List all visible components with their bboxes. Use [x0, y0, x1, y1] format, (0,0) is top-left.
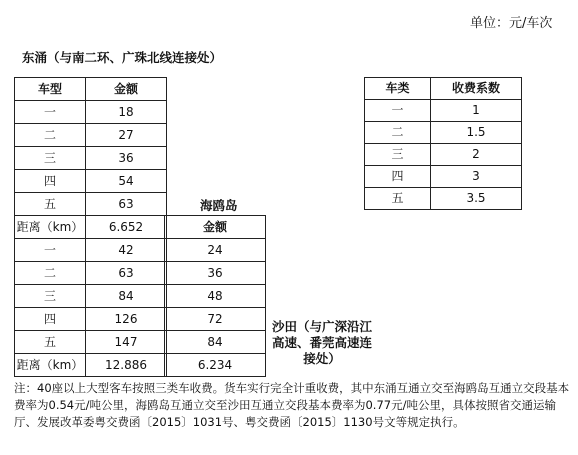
cell-coefficient: 3.5: [431, 188, 522, 210]
cell-type: 二: [15, 124, 86, 147]
shatian-label: 沙田（与广深沿江高速、番莞高速连接处）: [271, 319, 372, 366]
cell-amount: 84: [165, 331, 266, 354]
table-row: [15, 124, 167, 147]
table-header-row: [165, 216, 266, 239]
unit-label: 单位：元/车次: [470, 16, 553, 31]
table-row: [365, 188, 522, 210]
cell-amount: 147: [86, 331, 167, 354]
table-row: [365, 122, 522, 144]
footnote: 注：40座以上大型客车按照三类车收费。货车实行完全计重收费，其中东涌互通立交至海鸥岛互通立交段基本费率为0.54元/吨公里，海鸥岛互通立交至沙田互通立交段基本费率为0.77元/吨公里，具体按照省交通运输厅、发展改革委粤交费函〔2015〕1031号、粤交费函〔2015〕1130号文等规定执行。: [14, 381, 570, 429]
cell-type: 三: [15, 147, 86, 170]
cell-amount: 6.234: [165, 354, 266, 377]
table-row: [165, 262, 266, 285]
coefficient-table: [364, 77, 522, 210]
table-row: [15, 193, 167, 216]
table-row: [365, 144, 522, 166]
cell-amount: 42: [86, 239, 167, 262]
table-row: [165, 285, 266, 308]
cell-type: 一: [15, 101, 86, 124]
header-amount: 金额: [86, 78, 167, 101]
cell-type: 距离（km）: [15, 354, 86, 377]
table-row: [15, 147, 167, 170]
cell-amount: 54: [86, 170, 167, 193]
cell-amount: 27: [86, 124, 167, 147]
cell-amount: 84: [86, 285, 167, 308]
table-header-row: [365, 78, 522, 100]
cell-class: 三: [365, 144, 431, 166]
cell-amount: 12.886: [86, 354, 167, 377]
cell-amount: 6.652: [86, 216, 167, 239]
cell-type: 距离（km）: [15, 216, 86, 239]
cell-class: 五: [365, 188, 431, 210]
table-row: [15, 239, 167, 262]
cell-type: 三: [15, 285, 86, 308]
cell-amount: 63: [86, 193, 167, 216]
haiou-table: [164, 215, 266, 377]
haiou-title: 海鸥岛: [200, 198, 238, 213]
cell-class: 四: [365, 166, 431, 188]
cell-amount: 72: [165, 308, 266, 331]
table-row: [15, 331, 167, 354]
table-row: [365, 166, 522, 188]
table-row: [15, 170, 167, 193]
cell-amount: 24: [165, 239, 266, 262]
table-row: [15, 354, 167, 377]
table-row: [165, 354, 266, 377]
cell-coefficient: 1: [431, 100, 522, 122]
cell-amount: 36: [165, 262, 266, 285]
cell-class: 二: [365, 122, 431, 144]
cell-type: 二: [15, 262, 86, 285]
cell-amount: 126: [86, 308, 167, 331]
table-row: [165, 308, 266, 331]
table-row: [165, 239, 266, 262]
cell-coefficient: 1.5: [431, 122, 522, 144]
table-row: [365, 100, 522, 122]
dongyong-table: [14, 77, 167, 377]
cell-type: 一: [15, 239, 86, 262]
table-header-row: [15, 78, 167, 101]
header-fee-coefficient: 收费系数: [431, 78, 522, 100]
header-amount: 金额: [165, 216, 266, 239]
cell-type: 四: [15, 308, 86, 331]
dongyong-title: 东涌（与南二环、广珠北线连接处）: [22, 50, 223, 65]
table-row: [165, 331, 266, 354]
table-row: [15, 262, 167, 285]
table-row: [15, 285, 167, 308]
cell-class: 一: [365, 100, 431, 122]
table-row: [15, 216, 167, 239]
cell-amount: 63: [86, 262, 167, 285]
cell-type: 五: [15, 331, 86, 354]
header-vehicle-type: 车型: [15, 78, 86, 101]
cell-amount: 48: [165, 285, 266, 308]
cell-coefficient: 3: [431, 166, 522, 188]
cell-type: 四: [15, 170, 86, 193]
header-vehicle-class: 车类: [365, 78, 431, 100]
cell-coefficient: 2: [431, 144, 522, 166]
cell-amount: 36: [86, 147, 167, 170]
cell-type: 五: [15, 193, 86, 216]
cell-amount: 18: [86, 101, 167, 124]
table-row: [15, 101, 167, 124]
table-row: [15, 308, 167, 331]
